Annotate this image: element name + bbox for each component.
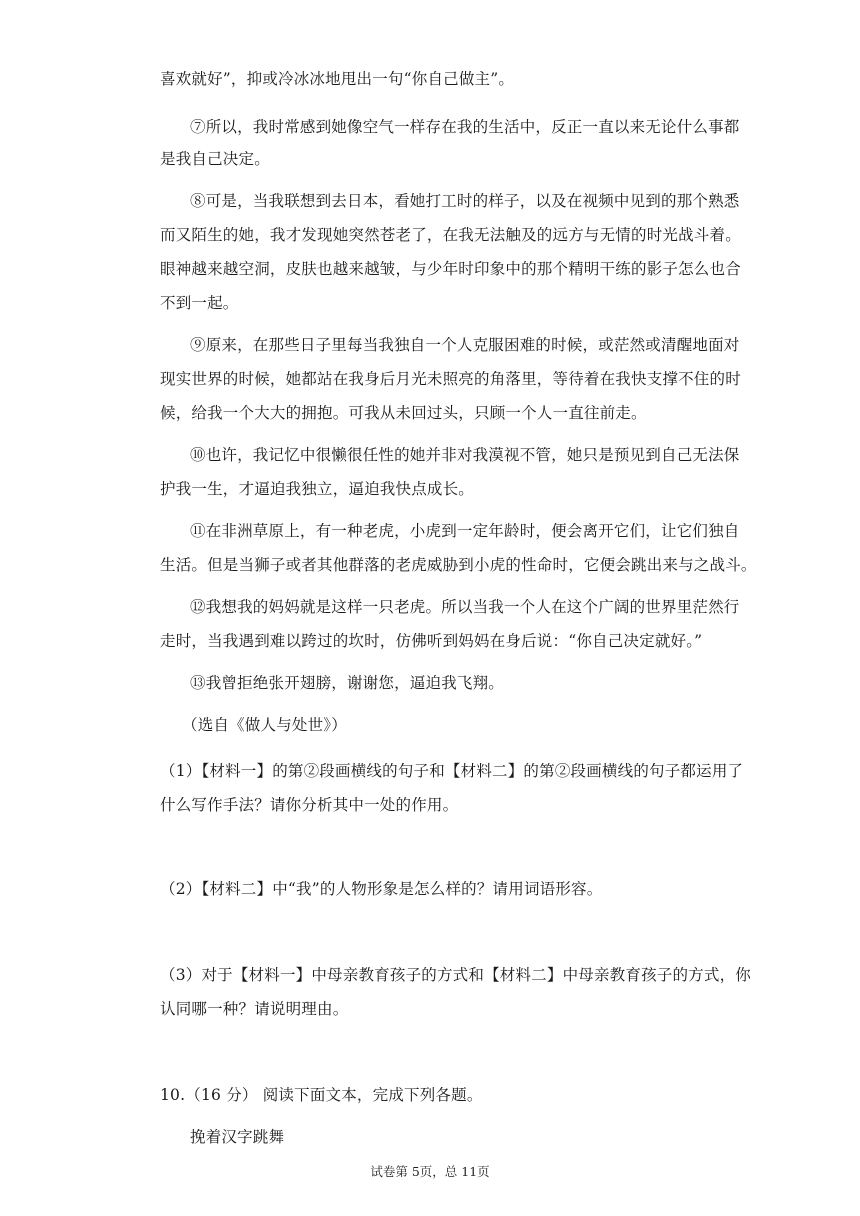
text-line: 是我自己决定。 xyxy=(160,150,270,168)
text-line: 不到一起。 xyxy=(160,294,239,312)
text-line: ⑪在非洲草原上，有一种老虎，小虎到一定年龄时，便会离开它们，让它们独自 xyxy=(190,522,740,540)
page-footer: 试卷第 5页，总 11页 xyxy=(370,1164,490,1179)
text-line: 候，给我一个大大的拥抱。可我从未回过头，只顾一个人一直往前走。 xyxy=(160,404,647,422)
source-note: （选自《做人与处世》） xyxy=(182,716,347,734)
text-line: ⑫我想我的妈妈就是这样一只老虎。所以当我一个人在这个广阔的世界里茫然行 xyxy=(190,598,740,616)
question-2: （2）【材料二】中“我”的人物形象是怎么样的？请用词语形容。 xyxy=(160,880,603,898)
text-line: ⑨原来，在那些日子里每当我独自一个人克服困难的时候，或茫然或清醒地面对 xyxy=(190,336,740,354)
text-line: ⑬我曾拒绝张开翅膀，谢谢您，逼迫我飞翔。 xyxy=(190,674,505,692)
text-line: 喜欢就好”，抑或冷冰冰地甩出一句“你自己做主”。 xyxy=(160,70,515,88)
text-line: 而又陌生的她，我才发现她突然苍老了，在我无法触及的远方与无情的时光战斗着。 xyxy=(160,226,741,244)
question-3: （3）对于【材料一】中母亲教育孩子的方式和【材料二】中母亲教育孩子的方式，你 xyxy=(160,966,751,984)
text-line: ⑩也许，我记忆中很懒很任性的她并非对我漠视不管，她只是预见到自己无法保 xyxy=(190,446,740,464)
question-1: （1）【材料一】的第②段画横线的句子和【材料二】的第②段画横线的句子都运用了 xyxy=(160,762,744,780)
text-line: 生活。但是当狮子或者其他群落的老虎威胁到小虎的性命时，它便会跳出来与之战斗。 xyxy=(160,556,757,574)
question-3-cont: 认同哪一种？请说明理由。 xyxy=(160,1000,349,1018)
article-title: 挽着汉字跳舞 xyxy=(190,1128,285,1146)
text-line: 现实世界的时候，她都站在我身后月光未照亮的角落里，等待着在我快支撑不住的时 xyxy=(160,370,741,388)
text-line: 护我一生，才逼迫我独立，逼迫我快点成长。 xyxy=(160,480,475,498)
text-line: ⑦所以，我时常感到她像空气一样存在我的生活中，反正一直以来无论什么事都 xyxy=(190,118,740,136)
question-1-cont: 什么写作手法？请你分析其中一处的作用。 xyxy=(160,796,459,814)
text-line: ⑧可是，当我联想到去日本，看她打工时的样子，以及在视频中见到的那个熟悉 xyxy=(190,192,740,210)
text-line: 眼神越来越空洞，皮肤也越来越皱，与少年时印象中的那个精明干练的影子怎么也合 xyxy=(160,260,741,278)
question-10-heading: 10.（16 分） 阅读下面文本，完成下列各题。 xyxy=(160,1086,483,1104)
text-line: 走时，当我遇到难以跨过的坎时，仿佛听到妈妈在身后说：“你自己决定就好。” xyxy=(160,632,703,650)
